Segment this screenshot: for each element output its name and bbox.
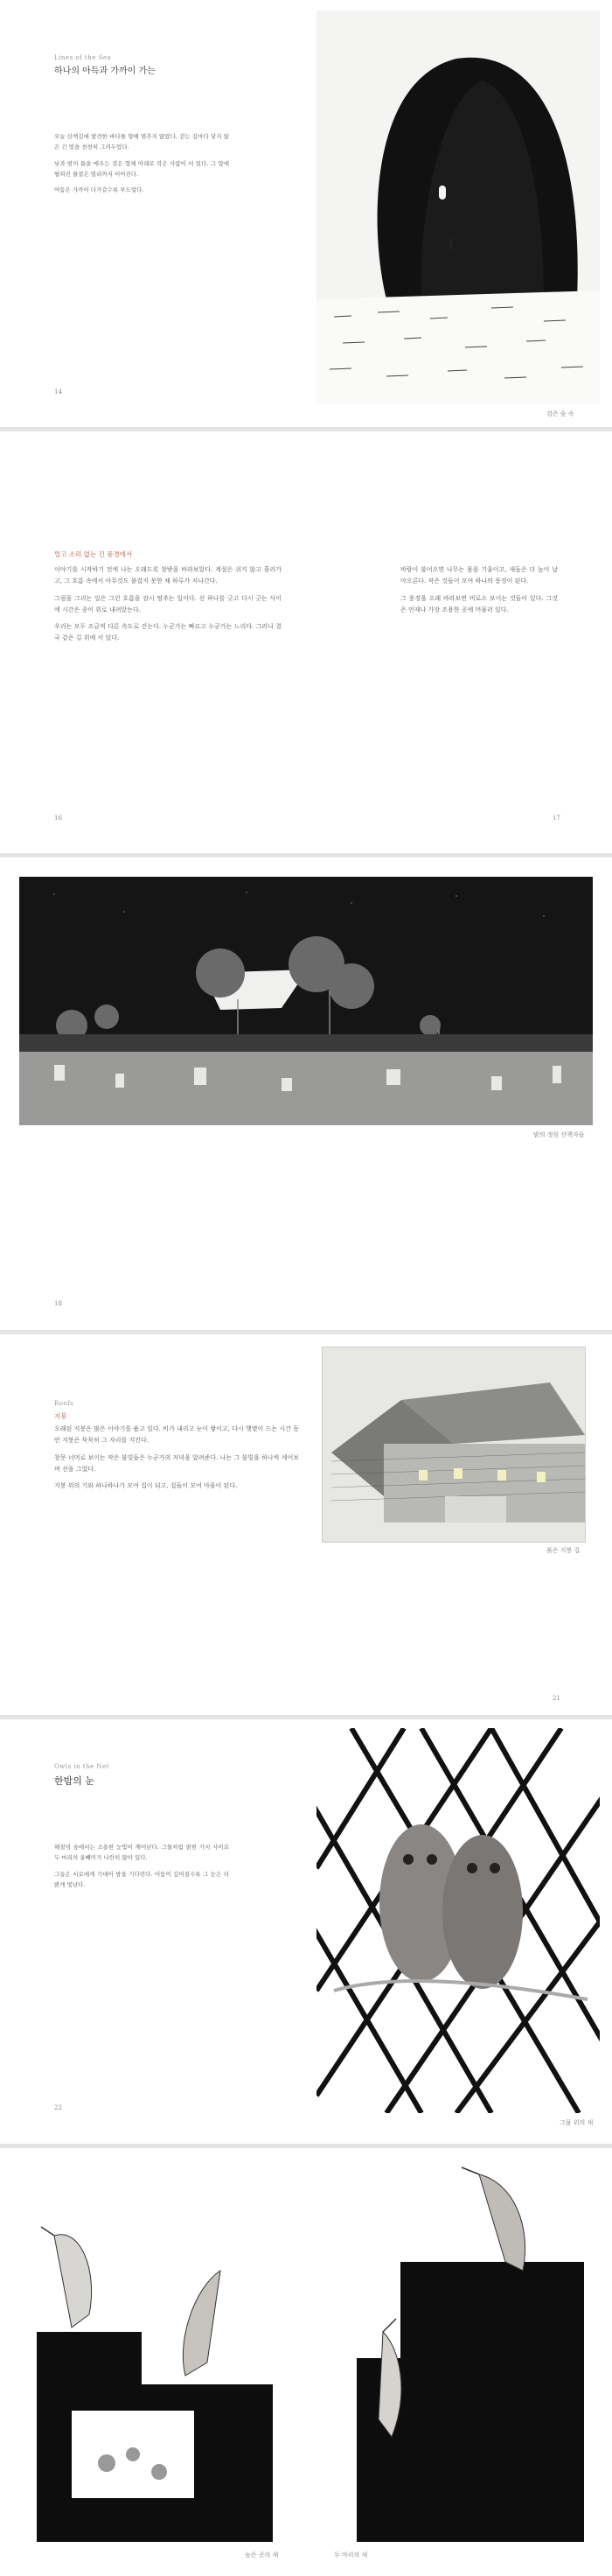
paragraph: 해질녘 숲에서는 조용한 눈빛이 깨어난다. 그물처럼 얽힌 가지 사이로 두 마리의 올빼미가 나란히 앉아 있다. (54, 1844, 229, 1862)
spread-5-body (54, 1842, 229, 1895)
dark-cave-illustration (316, 10, 600, 404)
paragraph: 낮과 밤의 틈을 메우는 검은 형체 아래로 작은 사람이 서 있다. 그 앞에 펼쳐진 물결은 멀리까지 이어진다. (54, 159, 229, 178)
roof-house-illustration (322, 1347, 586, 1543)
spread-4 (0, 1334, 612, 1715)
spread-4-body (54, 1424, 299, 1497)
paragraph: 오래된 지붕은 많은 이야기를 품고 있다. 비가 내리고 눈이 쌓이고, 다시 햇볕이 드는 시간 동안 지붕은 묵묵히 그 자리를 지킨다. (54, 1425, 299, 1445)
spread-2-column-2 (400, 564, 558, 621)
spread-4-kicker: Roofs (54, 1400, 74, 1407)
paragraph: 그들은 서로에게 기대어 밤을 기다린다. 어둠이 깊어질수록 그 눈은 더 밝게 빛난다. (54, 1870, 229, 1889)
page-number-left: 16 (54, 815, 62, 822)
paragraph: 우리는 모두 조금씩 다른 속도로 걷는다. 누군가는 빠르고 누군가는 느리다. 그러나 결국 같은 길 위에 서 있다. (54, 623, 282, 642)
page-number-left: 14 (54, 388, 62, 396)
spread-3-page-numbers (0, 1300, 612, 1320)
spread-1-kicker: Lines of the Sea (54, 54, 112, 61)
owls-net-illustration (316, 1728, 600, 2113)
birds-on-steps-illustration (330, 2157, 593, 2542)
page-number-right: 17 (553, 815, 560, 822)
paragraph: 어둠은 가까이 다가갈수록 부드럽다. (54, 186, 144, 194)
bird-on-black-block-illustration (19, 2174, 282, 2542)
spread-2-page-numbers (0, 815, 612, 834)
spread-5-title: 한밤의 눈 (54, 1775, 95, 1787)
spread-1-title: 하나의 아득과 가까이 가는 (54, 66, 156, 76)
spread-3-caption: 밤의 정원 산책자들 (533, 1131, 585, 1138)
spread-5 (0, 1719, 612, 2144)
spread-4-caption: 붉은 지붕 집 (546, 1547, 581, 1554)
paragraph: 이야기를 시작하기 전에 나는 오래도록 창밖을 바라보았다. 계절은 쉬지 않고 흘러가고, 그 흐름 속에서 아무것도 붙잡지 못한 채 하루가 지나간다. (54, 566, 282, 585)
spread-2-column-1 (54, 564, 282, 650)
spread-2 (0, 431, 612, 853)
spread-3 (0, 858, 612, 1330)
spread-6-caption-right: 두 마리의 새 (334, 2552, 368, 2558)
page-number-right: 21 (553, 1695, 560, 1702)
paragraph: 오늘 산책길에 발견한 바다를 향해 멈추지 않았다. 걷는 길마다 닿지 않은 긴 빛을 천천히 그려두었다. (54, 133, 229, 151)
night-garden-illustration (19, 877, 593, 1125)
spread-5-caption: 그물 위의 새 (560, 2119, 594, 2126)
spread-5-kicker: Owls in the Net (54, 1763, 110, 1770)
spread-1 (0, 0, 612, 427)
paragraph: 그 풍경을 오래 바라보면 비로소 보이는 것들이 있다. 그것은 언제나 가장 조용한 곳에 머물러 있다. (400, 594, 558, 613)
spread-1-body (54, 131, 229, 201)
paragraph: 지붕 위의 기와 하나하나가 모여 집이 되고, 집들이 모여 마을이 된다. (54, 1482, 238, 1490)
page-number-left: 22 (54, 2104, 62, 2111)
spread-4-section-title: 지붕 (54, 1412, 67, 1420)
spread-6 (0, 2148, 612, 2576)
paragraph: 창문 너머로 보이는 작은 불빛들은 누군가의 저녁을 알려준다. 나는 그 불빛을 하나씩 세어보며 선을 그었다. (54, 1453, 299, 1473)
spread-2-section-title: 멀고 소리 없는 긴 풍경에서 (54, 550, 133, 558)
page-number-left: 18 (54, 1300, 62, 1307)
spread-1-caption: 검은 숲 속 (546, 410, 574, 417)
paragraph: 그림을 그리는 일은 그런 흐름을 잠시 멈추는 일이다. 선 하나를 긋고 다시 긋는 사이에 시간은 종이 위로 내려앉는다. (54, 594, 282, 613)
paragraph: 바람이 불어오면 나무는 몸을 기울이고, 새들은 더 높이 날아오른다. 작은 것들이 모여 하나의 풍경이 된다. (400, 566, 558, 585)
spread-4-page-numbers (0, 1695, 612, 1714)
spread-6-caption-left: 높은 곳의 새 (245, 2552, 279, 2558)
